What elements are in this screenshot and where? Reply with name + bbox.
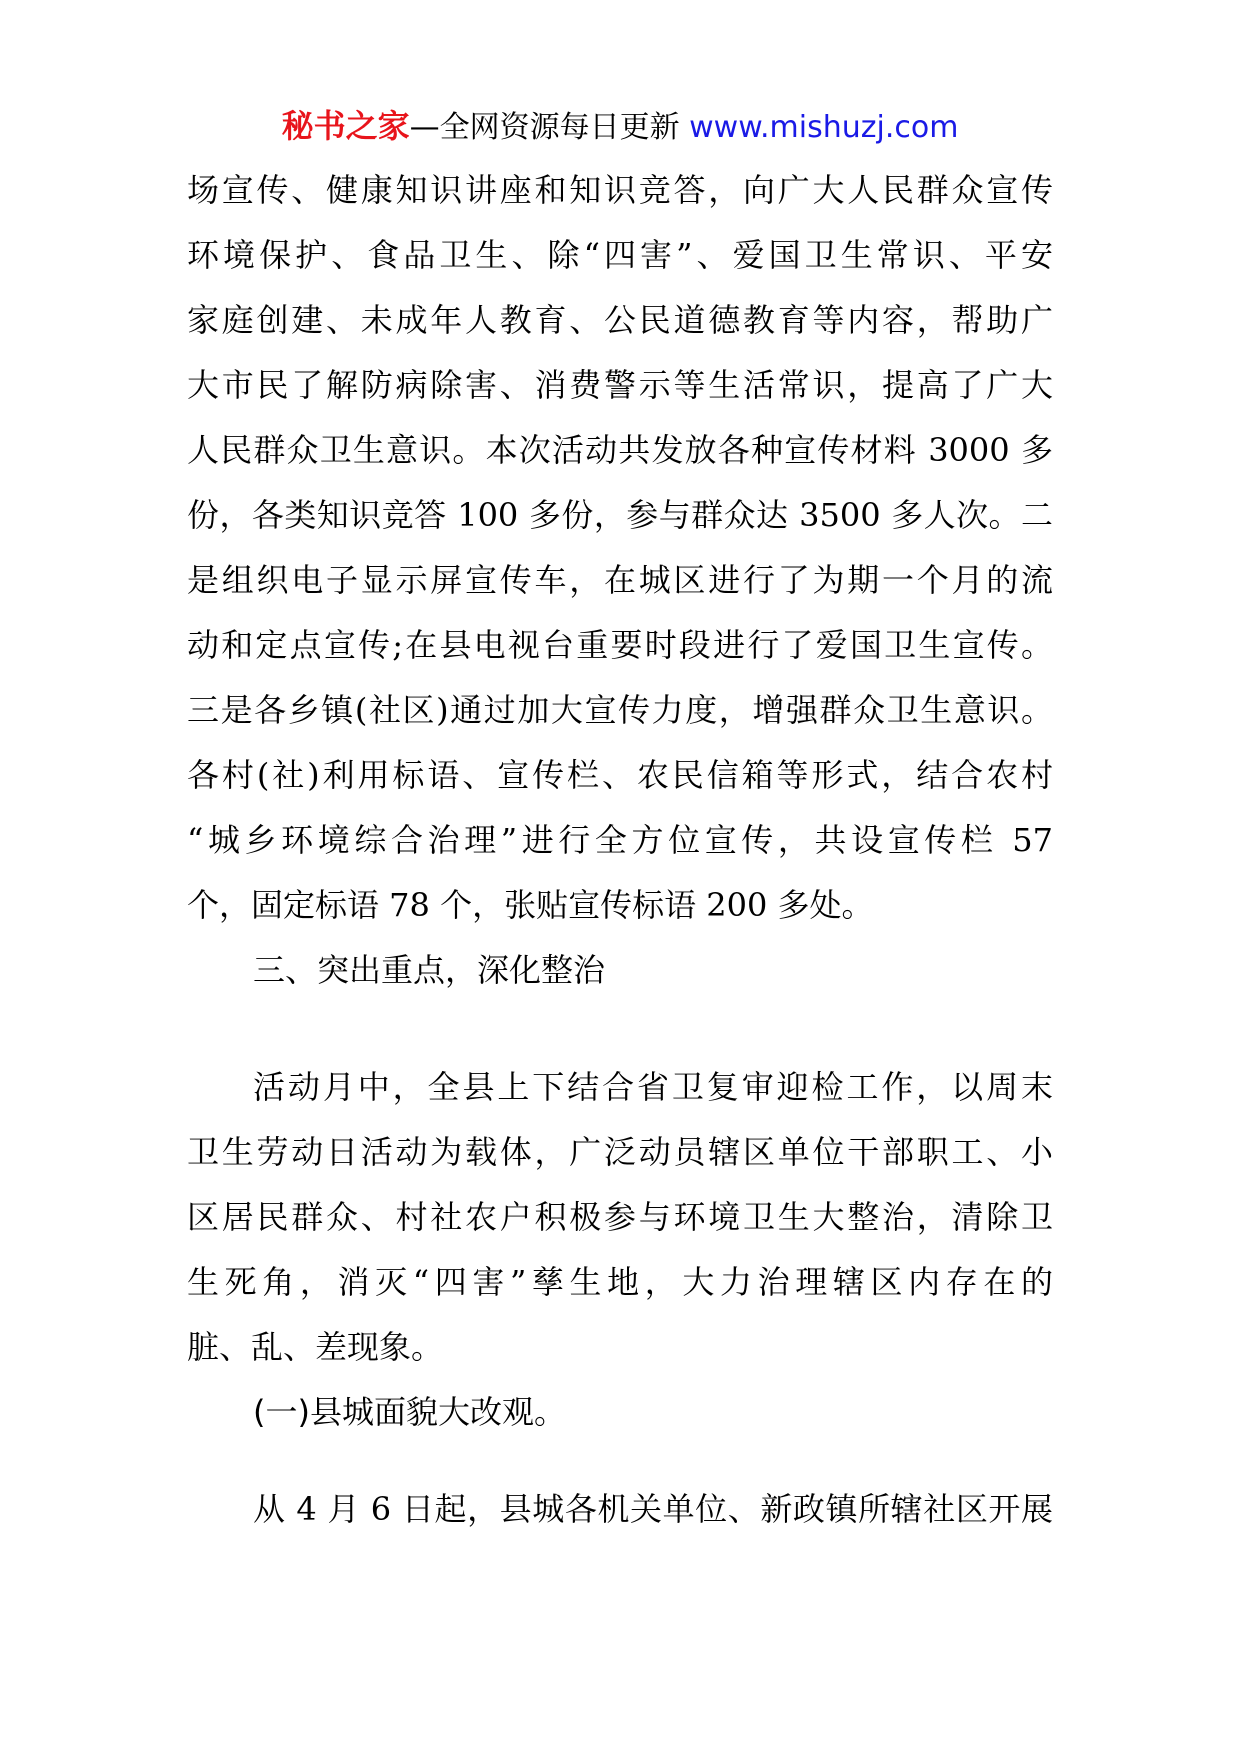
paragraph-line: 环境保护、食品卫生、除“四害”、爱国卫生常识、平安	[187, 236, 1053, 274]
paragraph-line: 活动月中，全县上下结合省卫复审迎检工作，以周末	[253, 1068, 1053, 1106]
section-heading-3: 三、突出重点，深化整治	[253, 951, 606, 989]
paragraph-line: 家庭创建、未成年人教育、公民道德教育等内容，帮助广	[187, 301, 1053, 339]
page-header	[0, 98, 1240, 156]
paragraph-line: 人民群众卫生意识。本次活动共发放各种宣传材料 3000 多	[187, 431, 1053, 469]
header-brand: 秘书之家	[281, 107, 410, 145]
paragraph-line: “城乡环境综合治理”进行全方位宣传，共设宣传栏 57	[187, 821, 1053, 859]
paragraph-line: 从 4 月 6 日起，县城各机关单位、新政镇所辖社区开展	[253, 1490, 1053, 1528]
paragraph-line: 卫生劳动日活动为载体，广泛动员辖区单位干部职工、小	[187, 1133, 1053, 1171]
paragraph-line: 脏、乱、差现象。	[187, 1328, 444, 1366]
paragraph-2	[187, 1055, 1053, 1380]
paragraph-line: 动和定点宣传;在县电视台重要时段进行了爱国卫生宣传。	[187, 626, 1053, 664]
document-body	[187, 158, 1053, 1542]
header-url-link[interactable]: www.mishuzj.com	[689, 110, 959, 145]
paragraph-line: 场宣传、健康知识讲座和知识竞答，向广大人民群众宣传	[187, 171, 1053, 209]
paragraph-line: 三是各乡镇(社区)通过加大宣传力度，增强群众卫生意识。	[187, 691, 1053, 729]
paragraph-line: 区居民群众、村社农户积极参与环境卫生大整治，清除卫	[187, 1198, 1053, 1236]
paragraph-line: 大市民了解防病除害、消费警示等生活常识，提高了广大	[187, 366, 1053, 404]
paragraph-1	[187, 158, 1053, 938]
spacer	[187, 1445, 1053, 1477]
paragraph-line: 是组织电子显示屏宣传车，在城区进行了为期一个月的流	[187, 561, 1053, 599]
spacer	[187, 1003, 1053, 1055]
header-tagline: —全网资源每日更新	[409, 110, 690, 145]
paragraph-line: 各村(社)利用标语、宣传栏、农民信箱等形式，结合农村	[187, 756, 1053, 794]
paragraph-3	[187, 1477, 1053, 1542]
paragraph-line: 份，各类知识竞答 100 多份，参与群众达 3500 多人次。二	[187, 496, 1053, 534]
paragraph-line: 个，固定标语 78 个，张贴宣传标语 200 多处。	[187, 886, 874, 924]
paragraph-line: 生死角，消灭“四害”孳生地，大力治理辖区内存在的	[187, 1263, 1053, 1301]
subheading-1: (一)县城面貌大改观。	[253, 1393, 566, 1431]
